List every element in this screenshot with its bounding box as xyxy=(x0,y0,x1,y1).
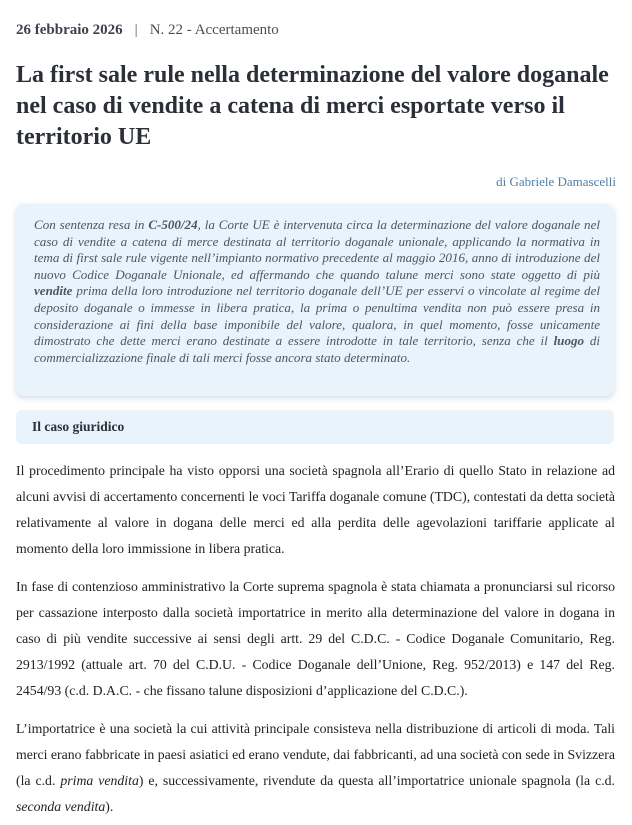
abstract-case-ref: C-500/24 xyxy=(148,217,198,232)
article-title: La first sale rule nella determinazione del valore doganale nel caso di vendite a catena di merci esportate verso il territorio UE xyxy=(16,62,609,150)
issue-number: N. 22 - Accertamento xyxy=(149,22,279,38)
paragraph-text: L’importatrice è una società la cui attività principale consisteva nella distribuzione di articoli di moda. Tali merci erano fabbricate in paesi asiatici ed erano vendute, dai fabbricanti, ad una società con sede in Svizzera (la c.d. xyxy=(16,721,615,788)
article-meta xyxy=(16,22,279,39)
abstract-box xyxy=(16,204,614,396)
abstract-emphasis: vendite xyxy=(34,283,73,299)
publication-date: 26 febbraio 2026 xyxy=(16,22,123,38)
paragraph-text: ). xyxy=(105,799,114,814)
paragraph-emphasis: prima vendita xyxy=(60,773,139,788)
abstract-emphasis: luogo xyxy=(553,333,585,349)
abstract-text: prima della loro introduzione nel territorio doganale dell’UE per esservi o vincolate al regime del deposito doganale o immesse in libera pratica, la prima o penultima vendita non può essere presa in considerazione ai fini della base imponibile del valore, qualora, in quel momento, fosse unicamente dimostrato che dette merci erano destinate a essere introdotte in tale territorio, senza che il xyxy=(34,283,600,349)
abstract-text: , la Corte UE è intervenuta circa la determinazione del valore doganale nel caso di vendite a catena di merce destinata al territorio doganale unionale, applicando la normativa in tema di first sale rule vigente nell’impianto normativo precedente al maggio 2016, anno di introduzione del nuovo Codice Doganale Unionale, ed affermando che quando talune merci sono state oggetto di più xyxy=(34,217,600,282)
body-paragraph: Il procedimento principale ha visto opporsi una società spagnola all’Erario di quello Stato in relazione ad alcuni avvisi di accertamento concernenti le voci Tariffa doganale comune (TDC), contestati da detta società relativamente al valore in dogana delle merci ed alla perdita delle agevolazioni tariffarie applicate al momento della loro immissione in libera pratica. xyxy=(16,463,615,556)
abstract-text: Con sentenza resa in xyxy=(34,217,149,232)
body-paragraph: In fase di contenzioso amministrativo la Corte suprema spagnola è stata chiamata a pronunciarsi sul ricorso per cassazione interposto dalla società importatrice in merito alla determinazione del valore in dogana in caso di più vendite successive ai sensi degli artt. 29 del C.D.C. - Codice Doganale Comunitario, Reg. 2913/1992 (attuale art. 70 del C.D.U. - Codice Doganale dell’Unione, Reg. 952/2013) e 147 del Reg. 2454/93 (c.d. D.A.C. - che fissano talune disposizioni d’applicazione del C.D.C.). xyxy=(16,579,615,698)
section-heading: Il caso giuridico xyxy=(16,410,614,444)
body-paragraph xyxy=(16,716,615,820)
paragraph-emphasis: seconda vendita xyxy=(16,799,106,814)
author-byline: di Gabriele Damascelli xyxy=(496,174,616,189)
abstract-text: di commercializzazione finale di tali merci fosse ancora stato determinato. xyxy=(34,333,600,365)
meta-separator: | xyxy=(134,22,138,38)
paragraph-text: ) e, successivamente, rivendute da questa all’importatrice unionale spagnola (la c.d. xyxy=(138,773,615,788)
